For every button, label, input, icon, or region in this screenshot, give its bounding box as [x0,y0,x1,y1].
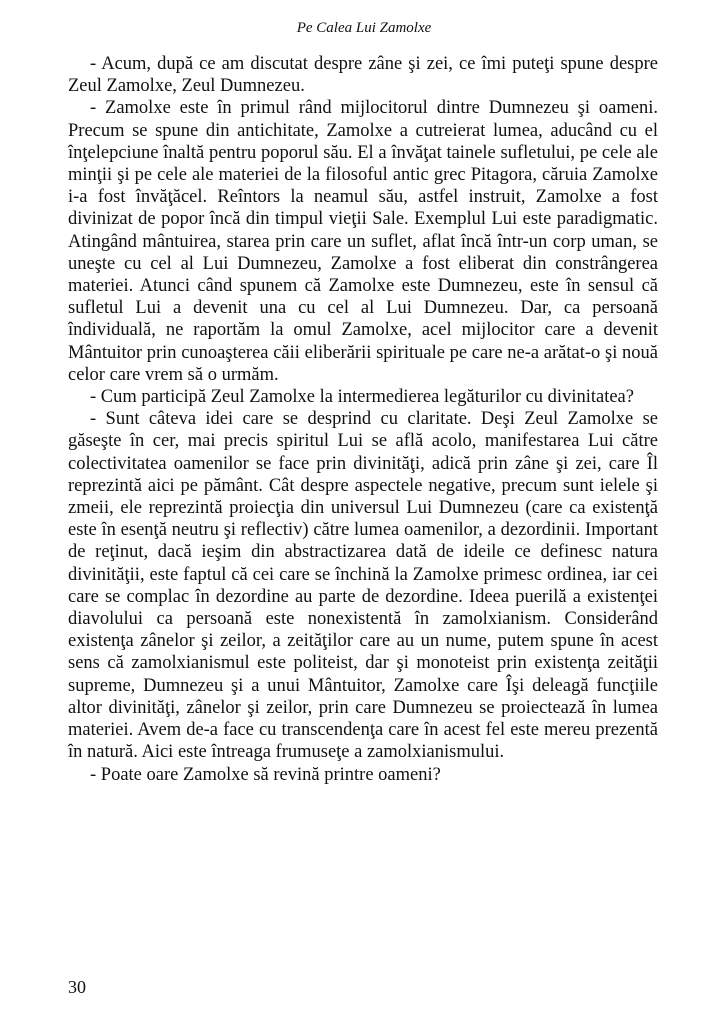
body-text [68,53,658,786]
paragraph: - Acum, după ce am discutat despre zâne şi zei, ce îmi puteţi spune despre Zeul Zamolxe, Zeul Dumnezeu. [68,54,658,97]
running-header: Pe Calea Lui Zamolxe [296,20,432,36]
paragraph: - Sunt câteva idei care se desprind cu claritate. Deşi Zeul Zamolxe se găseşte în cer, mai precis spiritul Lui se află acolo, manifestarea Lui către colectivitatea oamenilor se face prin divinităţi, adică prin zâne şi zei, care Îl reprezintă aici pe pământ. Cât despre aspectele negative, precum sunt ielele şi zmeii, ele reprezintă proiecţia din universul Lui Dumnezeu (care ca existenţă este în esenţă neutru şi reflectiv) către lumea oamenilor, a dezordinii. Important de reţinut, dacă ieşim din abstractizarea dată de ideile ce definesc natura divinităţii, este faptul că cei care se închină la Zamolxe primesc ordinea, iar cei care se complac în dezordine au parte de dezordine. Ideea puerilă a existenţei diavolului ca persoană este nonexistentă în zamolxianism. Considerând existenţa zânelor şi zeilor, a zeităţilor care au un nume, putem spune în acest sens că zamolxianismul este politeist, dar şi monoteist prin existenţa zeităţii supreme, Dumnezeu şi a unui Mântuitor, Zamolxe care Îşi deleagă funcţiile altor divinităţi, zânelor şi zeilor, prin care Dumnezeu se proiectează în lumea materiei. Avem de-a face cu transcendenţa care în acest fel este mereu prezentă în natură. Aici este întreaga frumuseţe a zamolxianismului. [68,409,658,763]
paragraph: - Cum participă Zeul Zamolxe la intermedierea legăturilor cu divinitatea? [90,387,634,408]
paragraph: - Zamolxe este în primul rând mijlocitorul dintre Dumnezeu şi oameni. Precum se spune din antichitate, Zamolxe a cutreierat lumea, aducând cu el înţelepciune înaltă pentru poporul său. El a învăţat tainele sufletului, pe cele ale minţii şi pe cele ale materiei de la filosoful antic grec Pitagora, căruia Zamolxe i-a fost învăţăcel. Reîntors la neamul său, astfel instruit, Zamolxe a fost divinizat de popor încă din timpul vieţii Sale. Exemplul Lui este paradigmatic. Atingând mântuirea, starea prin care un suflet, aflat încă într-un corp uman, se uneşte cu cel al Lui Dumnezeu, Zamolxe a fost eliberat din constrângerea materiei. Atunci când spunem că Zamolxe este Dumnezeu, este în sensul că sufletul Lui a devenit una cu cel al Lui Dumnezeu. Dar, ca persoană îndividuală, ne raportăm la omul Zamolxe, acel mijlocitor care a devenit Mântuitor prin cunoaşterea căii eliberării spirituale pe care ne-a arătat-o şi nouă celor care vrem să o urmăm. [68,98,658,385]
paragraph: - Poate oare Zamolxe să revină printre oameni? [90,764,441,785]
page-number: 30 [68,977,86,997]
